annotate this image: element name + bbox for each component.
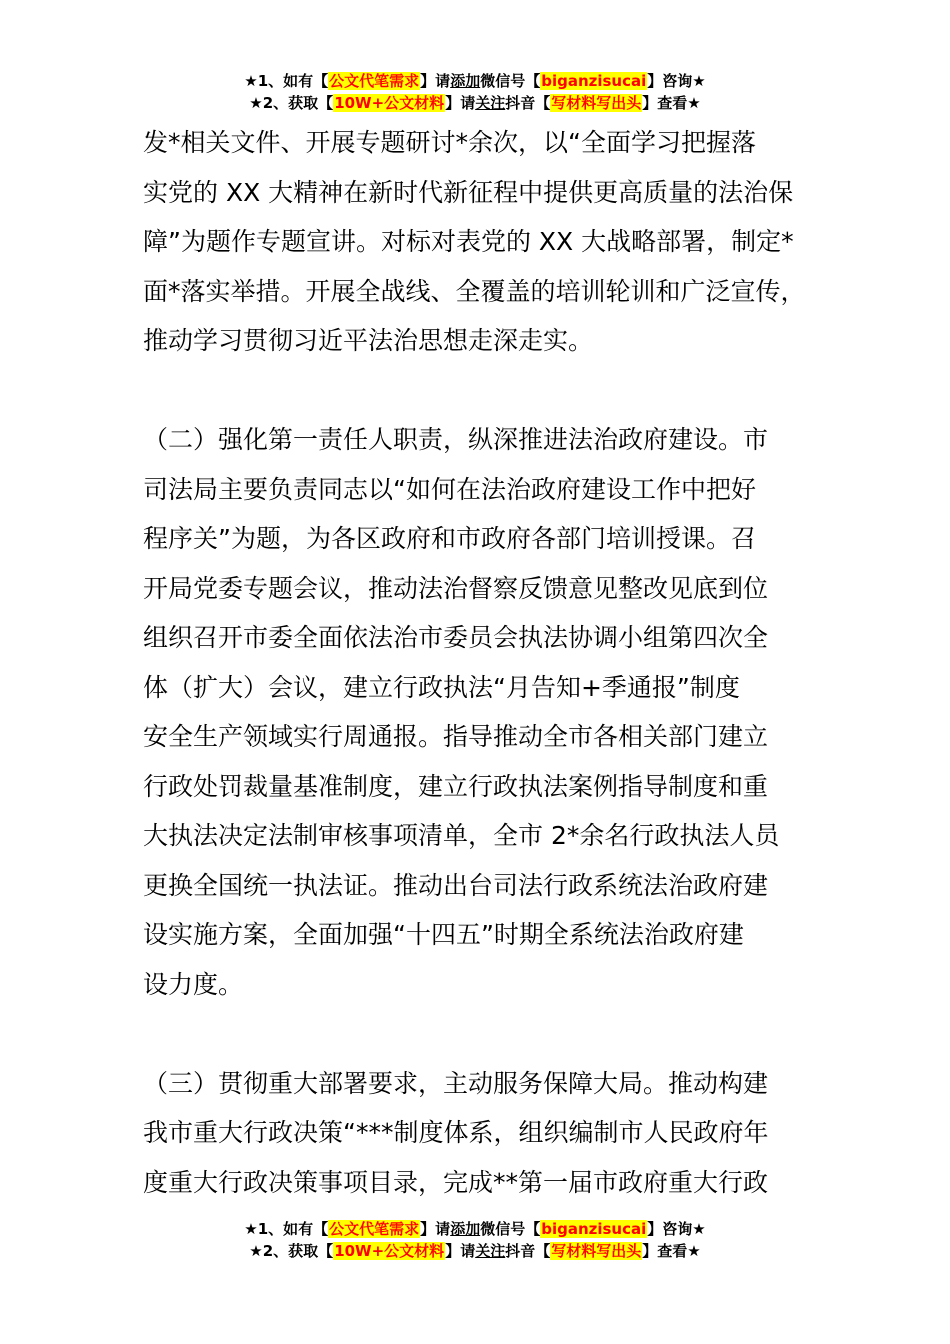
body-line: 度重大行政决策事项目录，完成**第一届市政府重大行政 (143, 1167, 769, 1197)
footer-text: 】请 (420, 1220, 451, 1238)
paragraph-gap (143, 366, 815, 416)
header-text: 抖音【 (505, 94, 551, 112)
body-line: 大执法决定法制审核事项清单，全市 2*余名行政执法人员 (143, 821, 780, 850)
section-three-heading-line: （三）贯彻重大部署要求，主动服务保障大局。推动构建 (143, 1068, 769, 1098)
header-banner (0, 70, 950, 114)
header-text: 】咨询★ (647, 72, 706, 90)
body-line: 发*相关文件、开展专题研讨*余次，以“全面学习把握落 (143, 128, 756, 157)
header-star-text: ★1、如有【 (244, 72, 329, 90)
header-banner-line-1 (0, 70, 950, 92)
footer-banner (0, 1218, 950, 1262)
footer-highlight-douyin: 写材料写出头 (551, 1242, 642, 1260)
body-line: 组织召开市委全面依法治市委员会执法协调小组第四次全 (143, 623, 769, 652)
header-text: 】请 (420, 72, 451, 90)
footer-text: 】查看★ (642, 1242, 701, 1260)
footer-underlined-add: 添加 (450, 1220, 481, 1238)
footer-highlight-service: 公文代笔需求 (329, 1220, 420, 1238)
body-line: 安全生产领域实行周通报。指导推动全市各相关部门建立 (143, 722, 769, 751)
body-line: 司法局主要负责同志以“如何在法治政府建设工作中把好 (143, 474, 756, 504)
body-line: 设实施方案，全面加强“十四五”时期全系统法治政府建 (143, 920, 744, 949)
body-line: 设力度。 (143, 969, 244, 999)
body-line: 障”为题作专题宣讲。对标对表党的 XX 大战略部署，制定* (143, 227, 794, 256)
body-line: 我市重大行政决策“***制度体系，组织编制市人民政府年 (143, 1118, 769, 1147)
footer-text: 】请 (445, 1242, 476, 1260)
header-text: 】请 (445, 94, 476, 112)
header-underlined-follow: 关注 (475, 94, 506, 112)
header-underlined-add: 添加 (450, 72, 481, 90)
body-line: 体（扩大）会议，建立行政执法“月告知+季通报”制度 (143, 672, 740, 702)
footer-underlined-follow: 关注 (475, 1242, 506, 1260)
document-body (143, 118, 815, 1207)
header-highlight-materials: 10W+公文材料 (334, 94, 445, 112)
footer-banner-line-2 (0, 1240, 950, 1262)
body-line: 面*落实举措。开展全战线、全覆盖的培训轮训和广泛宣传， (143, 276, 806, 306)
header-banner-line-2 (0, 92, 950, 114)
body-line: 行政处罚裁量基准制度，建立行政执法案例指导制度和重 (143, 771, 769, 801)
footer-highlight-materials: 10W+公文材料 (334, 1242, 445, 1260)
body-line: 更换全国统一执法证。推动出台司法行政系统法治政府建 (143, 870, 769, 900)
body-line: 开局党委专题会议，推动法治督察反馈意见整改见底到位 (143, 573, 769, 603)
footer-highlight-wechat-id: biganzisucai (541, 1220, 647, 1238)
footer-text: 微信号【 (480, 1220, 541, 1238)
body-line: 程序关”为题，为各区政府和市政府各部门培训授课。召 (143, 524, 756, 553)
header-text: 】查看★ (642, 94, 701, 112)
header-highlight-wechat-id: biganzisucai (541, 72, 647, 90)
header-highlight-douyin: 写材料写出头 (551, 94, 642, 112)
footer-star-text: ★1、如有【 (244, 1220, 329, 1238)
paragraph-gap (143, 1009, 815, 1059)
body-line: 实党的 XX 大精神在新时代新征程中提供更高质量的法治保 (143, 177, 794, 207)
header-star-text: ★2、获取【 (249, 94, 334, 112)
body-line: 推动学习贯彻习近平法治思想走深走实。 (143, 326, 594, 355)
header-text: 微信号【 (480, 72, 541, 90)
footer-banner-line-1 (0, 1218, 950, 1240)
footer-text: 】咨询★ (647, 1220, 706, 1238)
footer-star-text: ★2、获取【 (249, 1242, 334, 1260)
section-two-heading-line: （二）强化第一责任人职责，纵深推进法治政府建设。市 (143, 425, 769, 454)
footer-text: 抖音【 (505, 1242, 551, 1260)
header-highlight-service: 公文代笔需求 (329, 72, 420, 90)
